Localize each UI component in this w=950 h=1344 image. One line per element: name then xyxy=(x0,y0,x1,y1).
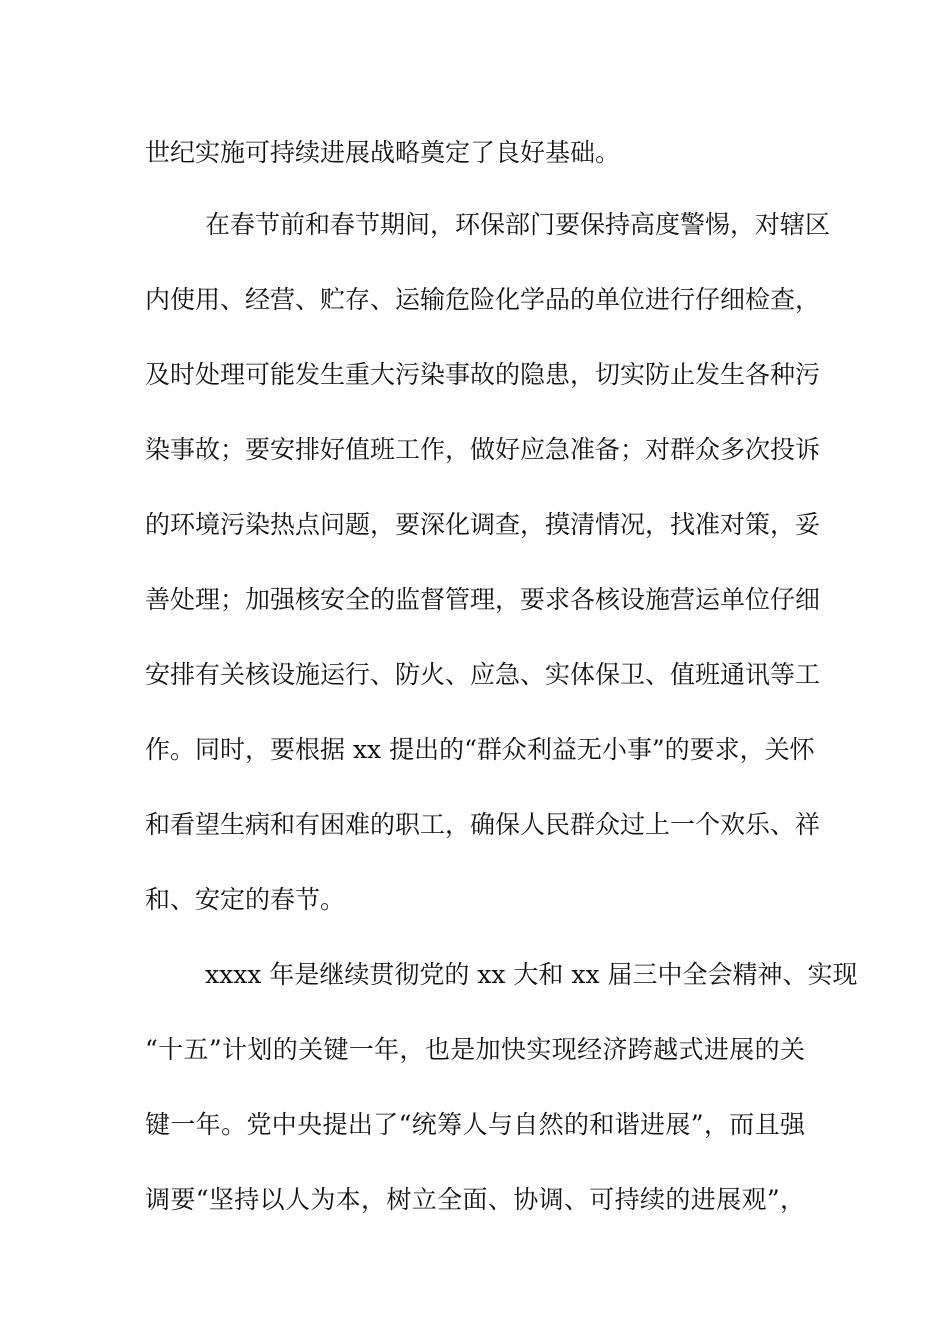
paragraph-first-line: 在春节前和春节期间，环保部门要保持高度警惕，对辖区 xyxy=(205,210,831,239)
text-line: “十五”计划的关键一年，也是加快实现经济跨越式进展的关 xyxy=(145,1035,805,1064)
text-line: 调要“坚持以人为本，树立全面、协调、可持续的进展观”， xyxy=(145,1185,805,1214)
text-line: 染事故；要安排好值班工作，做好应急准备；对群众多次投诉 xyxy=(145,435,821,464)
text-line: 作。同时，要根据 xx 提出的“群众利益无小事”的要求，关怀 xyxy=(145,735,815,764)
text-line: 及时处理可能发生重大污染事故的隐患，切实防止发生各种污 xyxy=(145,360,821,389)
text-line: 键一年。党中央提出了“统筹人与自然的和谐进展”，而且强 xyxy=(145,1110,805,1139)
text-line: 安排有关核设施运行、防火、应急、实体保卫、值班通讯等工 xyxy=(145,660,821,689)
text-line: 和、安定的春节。 xyxy=(145,885,346,914)
text-line: 世纪实施可持续进展战略奠定了良好基础。 xyxy=(145,138,621,167)
text-line: 内使用、经营、贮存、运输危险化学品的单位进行仔细检查， xyxy=(145,285,821,314)
text-line: 和看望生病和有困难的职工，确保人民群众过上一个欢乐、祥 xyxy=(145,810,821,839)
text-line: 善处理；加强核安全的监督管理，要求各核设施营运单位仔细 xyxy=(145,585,821,614)
text-line: 的环境污染热点问题，要深化调查，摸清情况，找准对策，妥 xyxy=(145,510,821,539)
paragraph-first-line: xxxx 年是继续贯彻党的 xx 大和 xx 届三中全会精神、实现 xyxy=(205,960,858,989)
